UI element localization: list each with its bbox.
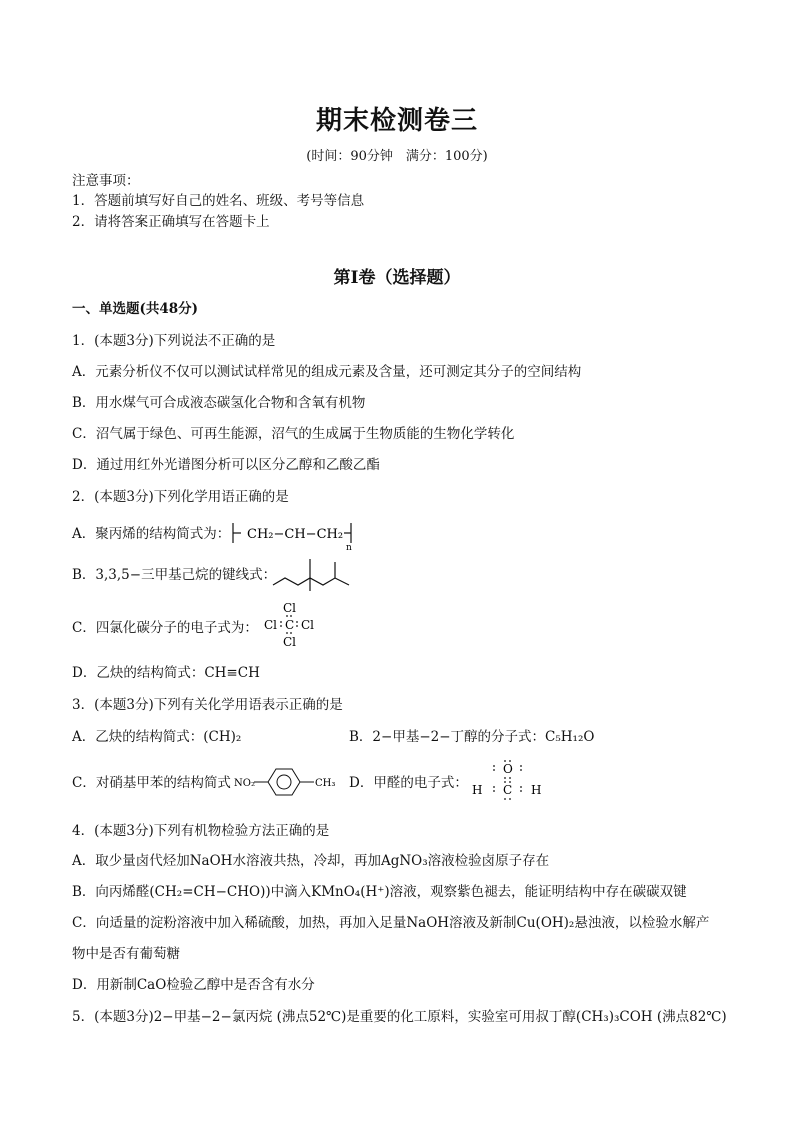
q1-option-b: B．用水煤气可合成液态碳氢化合物和含氧有机物 bbox=[72, 395, 366, 411]
skeletal-formula bbox=[271, 555, 353, 597]
q5-stem: 5．(本题3分)2−甲基−2−氯丙烷 (沸点52℃)是重要的化工原料，实验室可用叔丁醇(CH₃)₃COH (沸点82℃) bbox=[72, 1009, 727, 1025]
q4-option-c-line1: C．向适量的淀粉溶液中加入稀硫酸，加热，再加入足量NaOH溶液及新制Cu(OH)₂悬浊液，以检验水解产 bbox=[72, 915, 710, 931]
polypropylene-structure-figure bbox=[227, 518, 362, 552]
note-item-2: 2．请将答案正确填写在答题卡上 bbox=[72, 214, 270, 230]
section-title: 第Ⅰ卷（选择题） bbox=[333, 268, 461, 288]
trimethylhexane-skeletal-figure bbox=[271, 555, 353, 593]
nitrotoluene-figure bbox=[234, 766, 340, 798]
q2-option-d: D．乙炔的结构简式：CH≡CH bbox=[72, 665, 260, 681]
cl-right: Cl bbox=[301, 618, 315, 632]
q2-option-b: B．3,3,5−三甲基己烷的键线式： bbox=[72, 567, 277, 583]
notes-heading: 注意事项： bbox=[72, 173, 140, 189]
q3-option-a: A．乙炔的结构简式：(CH)₂ bbox=[72, 729, 242, 745]
q4-option-a: A．取少量卤代烃加NaOH水溶液共热，冷却，再加AgNO₃溶液检验卤原子存在 bbox=[72, 853, 550, 869]
note-item-1: 1．答题前填写好自己的姓名、班级、考号等信息 bbox=[72, 193, 365, 209]
q1-stem: 1．(本题3分)下列说法不正确的是 bbox=[72, 333, 276, 349]
ch3-label: CH₃ bbox=[315, 778, 336, 789]
formaldehyde-lewis-figure bbox=[466, 758, 546, 802]
polypropylene-formula-text: CH₂−CH−CH₂ bbox=[247, 527, 344, 542]
c-atom: C bbox=[503, 783, 513, 797]
part-title: 一、单选题(共48分) bbox=[72, 301, 199, 317]
q2-stem: 2．(本题3分)下列化学用语正确的是 bbox=[72, 489, 289, 505]
h-left: H bbox=[472, 783, 483, 797]
exam-title: 期末检测卷三 bbox=[315, 106, 478, 136]
polymer-n-label: n bbox=[346, 543, 352, 552]
q1-option-c: C．沼气属于绿色、可再生能源，沼气的生成属于生物质能的生物化学转化 bbox=[72, 426, 515, 442]
o-atom: O bbox=[503, 762, 513, 776]
q3-option-b: B．2−甲基−2−丁醇的分子式：C₅H₁₂O bbox=[349, 729, 595, 745]
q2-option-a: A．聚丙烯的结构简式为： bbox=[72, 526, 231, 542]
ccl4-electron-formula bbox=[263, 600, 323, 656]
cl-bottom: Cl bbox=[283, 635, 297, 649]
q3-stem: 3．(本题3分)下列有关化学用语表示正确的是 bbox=[72, 697, 343, 713]
no2-label: NO₂ bbox=[234, 778, 255, 789]
q4-stem: 4．(本题3分)下列有机物检验方法正确的是 bbox=[72, 823, 330, 839]
cl-top: Cl bbox=[283, 601, 297, 615]
q2-option-c: C．四氯化碳分子的电子式为： bbox=[72, 620, 258, 636]
ccl4-lewis-figure bbox=[263, 600, 323, 652]
q1-option-a: A．元素分析仪不仅可以测试试样常见的组成元素及含量，还可测定其分子的空间结构 bbox=[72, 364, 582, 380]
h-right: H bbox=[531, 783, 542, 797]
q3-option-d: D．甲醛的电子式： bbox=[349, 775, 468, 791]
c-center: C bbox=[285, 618, 295, 632]
polypropylene-formula bbox=[227, 518, 362, 556]
q4-option-b: B．向丙烯醛(CH₂=CH−CHO))中滴入KMnO₄(H⁺)溶液，观察紫色褪去，能证明结构中存在碳碳双键 bbox=[72, 884, 687, 900]
formaldehyde-electron-formula bbox=[466, 758, 546, 806]
q1-option-d: D．通过用红外光谱图分析可以区分乙醇和乙酸乙酯 bbox=[72, 457, 380, 473]
q3-option-c: C．对硝基甲苯的结构简式 bbox=[72, 775, 231, 791]
q4-option-c-line2: 物中是否有葡萄糖 bbox=[72, 946, 180, 962]
q4-option-d: D．用新制CaO检验乙醇中是否含有水分 bbox=[72, 977, 315, 993]
nitrotoluene-structure bbox=[234, 766, 340, 802]
cl-left: Cl bbox=[264, 618, 278, 632]
exam-time-score: (时间：90分钟 满分：100分) bbox=[306, 149, 488, 164]
